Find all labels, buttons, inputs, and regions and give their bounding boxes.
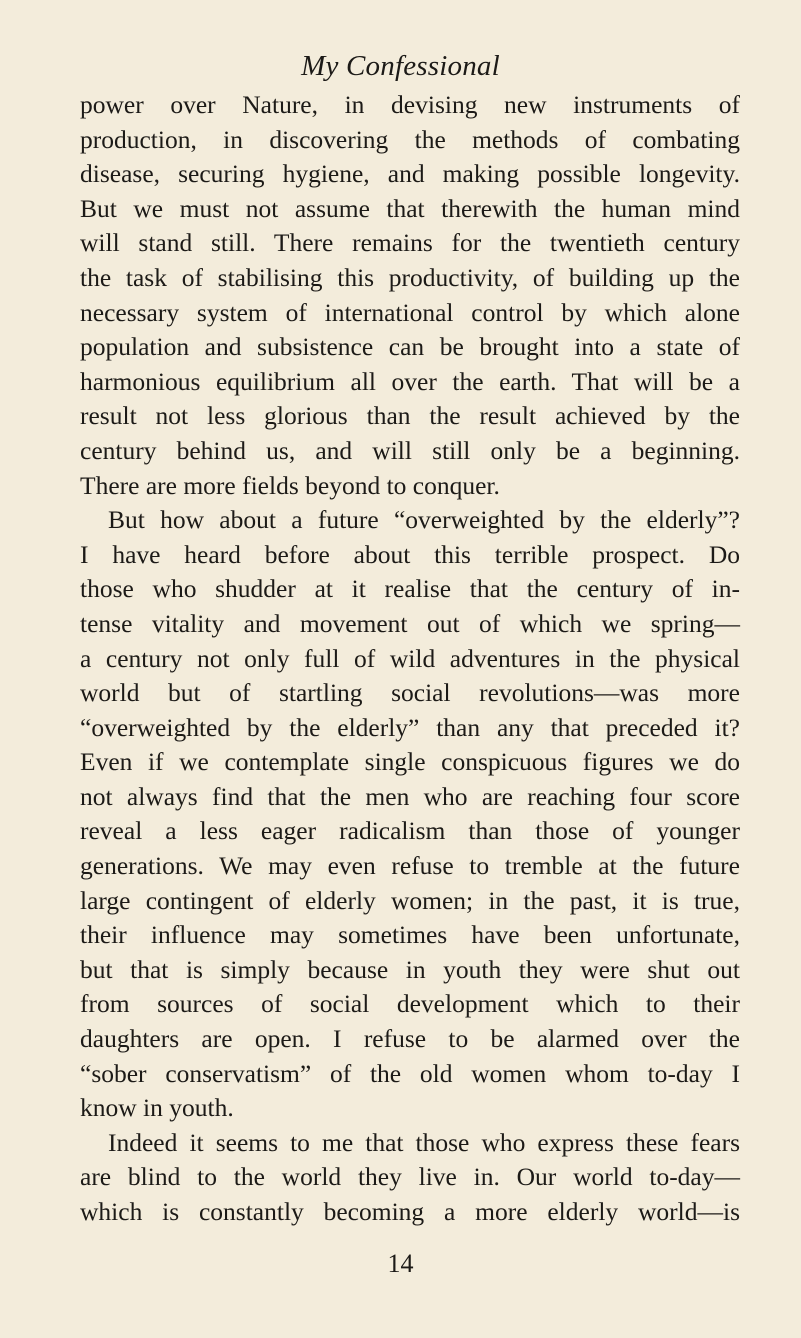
running-head: My Confessional xyxy=(301,50,500,82)
text-line: power over Nature, in devising new instruments of xyxy=(80,90,740,119)
text-line: not always find that the men who are reaching four score xyxy=(80,781,740,811)
text-line: world but of startling social revolutions—was more xyxy=(80,678,740,708)
text-line: century behind us, and will still only be a beginning. xyxy=(80,435,740,465)
text-line: But how about a future “overweighted by the elderly”? xyxy=(108,505,740,535)
text-line: I have heard before about this terrible prospect. Do xyxy=(80,539,740,569)
text-line: but that is simply because in youth they were shut out xyxy=(80,954,740,984)
text-line: will stand still. There remains for the twentieth century xyxy=(80,228,740,258)
text-line: a century not only full of wild adventures in the physical xyxy=(80,643,740,673)
text-line: those who shudder at it realise that the century of in- xyxy=(80,574,740,604)
text-line: reveal a less eager radicalism than those of younger xyxy=(80,816,740,846)
text-line: tense vitality and movement out of which we spring— xyxy=(80,608,740,638)
text-line: population and subsistence can be brought into a state of xyxy=(80,332,740,362)
text-line: There are more fields beyond to conquer. xyxy=(80,470,500,500)
text-line: daughters are open. I refuse to be alarmed over the xyxy=(80,1024,740,1054)
page-number: 14 xyxy=(387,1249,414,1278)
text-line: large contingent of elderly women; in the past, it is true, xyxy=(80,885,740,915)
text-line: generations. We may even refuse to tremble at the future xyxy=(80,851,740,881)
text-line: know in youth. xyxy=(80,1093,234,1123)
text-line: disease, securing hygiene, and making possible longevity. xyxy=(80,159,740,189)
text-line: necessary system of international control by which alone xyxy=(80,297,740,327)
text-line: their influence may sometimes have been unfortunate, xyxy=(80,920,740,950)
text-line: which is constantly becoming a more elderly world—is xyxy=(80,1197,740,1226)
text-line: are blind to the world they live in. Our world to-day— xyxy=(80,1162,740,1192)
text-line: Indeed it seems to me that those who express these fears xyxy=(108,1127,740,1157)
text-line: “sober conservatism” of the old women whom to-day I xyxy=(80,1058,740,1088)
text-line: “overweighted by the elderly” than any that preceded it? xyxy=(80,712,740,742)
text-line: production, in discovering the methods of combating xyxy=(80,124,740,154)
text-line: the task of stabilising this productivity, of building up the xyxy=(80,262,740,292)
text-line: harmonious equilibrium all over the earth. That will be a xyxy=(80,366,740,396)
text-line: Even if we contemplate single conspicuous figures we do xyxy=(80,747,740,777)
text-line: from sources of social development which to their xyxy=(80,989,740,1019)
text-line: But we must not assume that therewith the human mind xyxy=(80,193,740,223)
text-line: result not less glorious than the result achieved by the xyxy=(80,401,740,431)
body-text xyxy=(80,88,740,1230)
